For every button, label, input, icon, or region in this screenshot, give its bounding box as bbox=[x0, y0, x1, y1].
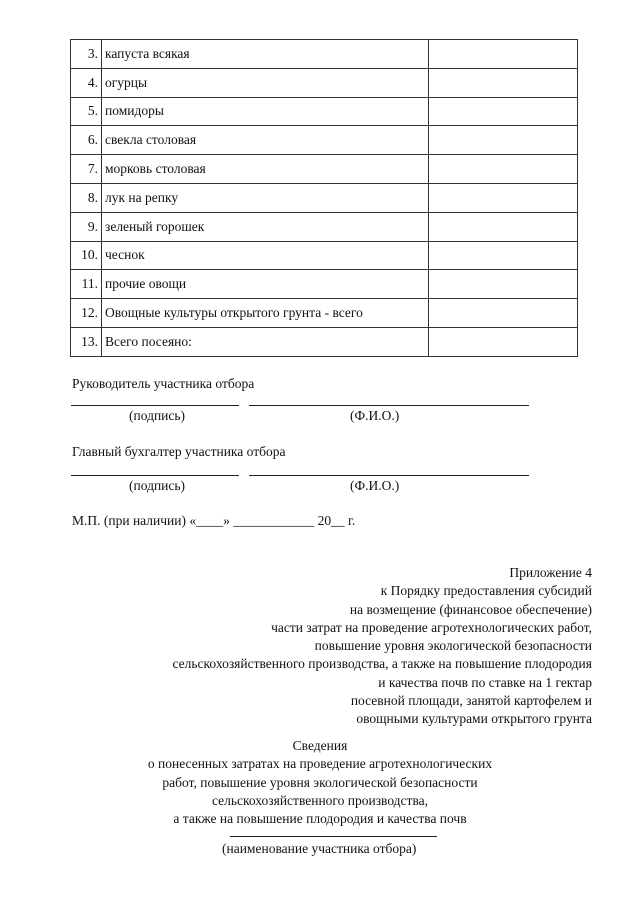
row-number: 3. bbox=[71, 40, 102, 69]
row-number: 10. bbox=[71, 241, 102, 270]
value-cell bbox=[429, 40, 578, 69]
appendix-line: на возмещение (финансовое обеспечение) bbox=[349, 601, 592, 617]
row-number: 11. bbox=[71, 270, 102, 299]
head-signature-line bbox=[71, 405, 239, 406]
crop-name: помидоры bbox=[102, 97, 429, 126]
row-number: 7. bbox=[71, 155, 102, 184]
head-name-line bbox=[249, 405, 529, 406]
report-subtitle-line: сельскохозяйственного производства, bbox=[211, 792, 429, 808]
appendix-line: и качества почв по ставке на 1 гектар bbox=[378, 674, 592, 690]
appendix-line: части затрат на проведение агротехнологических работ, bbox=[271, 619, 592, 635]
row-number: 8. bbox=[71, 183, 102, 212]
accountant-title: Главный бухгалтер участника отбора bbox=[72, 444, 286, 459]
appendix-line: посевной площади, занятой картофелем и bbox=[350, 693, 592, 709]
table-row bbox=[71, 327, 578, 356]
row-number: 13. bbox=[71, 327, 102, 356]
value-cell bbox=[429, 299, 578, 328]
crop-name: зеленый горошек bbox=[102, 212, 429, 241]
appendix-line: Приложение 4 bbox=[509, 565, 592, 580]
head-name-caption: (Ф.И.О.) bbox=[350, 408, 400, 423]
value-cell bbox=[429, 97, 578, 126]
value-cell bbox=[429, 68, 578, 97]
appendix-line: к Порядку предоставления субсидий bbox=[380, 583, 592, 599]
value-cell bbox=[429, 327, 578, 356]
table-row bbox=[71, 270, 578, 299]
row-number: 9. bbox=[71, 212, 102, 241]
accountant-signature-caption: (подпись) bbox=[129, 478, 186, 493]
value-cell bbox=[429, 183, 578, 212]
participant-name-caption: (наименование участника отбора) bbox=[222, 841, 417, 856]
crops-table bbox=[70, 39, 578, 357]
participant-name-line bbox=[230, 836, 437, 837]
appendix-header bbox=[173, 564, 592, 729]
table-row bbox=[71, 40, 578, 69]
table-row bbox=[71, 299, 578, 328]
report-title: Сведения bbox=[292, 738, 348, 753]
table-row bbox=[71, 183, 578, 212]
value-cell bbox=[429, 212, 578, 241]
crop-name: морковь столовая bbox=[102, 155, 429, 184]
table-row bbox=[71, 212, 578, 241]
table-row bbox=[71, 241, 578, 270]
crop-name: огурцы bbox=[102, 68, 429, 97]
table-row bbox=[71, 126, 578, 155]
report-heading bbox=[0, 737, 640, 828]
value-cell bbox=[429, 241, 578, 270]
crop-name: капуста всякая bbox=[102, 40, 429, 69]
crop-name: Всего посеяно: bbox=[102, 327, 429, 356]
crop-name: чеснок bbox=[102, 241, 429, 270]
appendix-line: повышение уровня экологической безопасности bbox=[314, 638, 592, 654]
report-subtitle-line: а также на повышение плодородия и качества почв bbox=[173, 811, 467, 827]
value-cell bbox=[429, 270, 578, 299]
head-title: Руководитель участника отбора bbox=[72, 376, 255, 391]
value-cell bbox=[429, 155, 578, 184]
report-subtitle-line: о понесенных затратах на проведение агротехнологических bbox=[147, 756, 493, 772]
appendix-line: сельскохозяйственного производства, а также на повышение плодородия bbox=[172, 656, 592, 672]
row-number: 12. bbox=[71, 299, 102, 328]
accountant-name-caption: (Ф.И.О.) bbox=[350, 478, 400, 493]
report-subtitle-line: работ, повышение уровня экологической безопасности bbox=[162, 774, 478, 790]
crop-name: свекла столовая bbox=[102, 126, 429, 155]
crop-name: Овощные культуры открытого грунта - всего bbox=[102, 299, 429, 328]
stamp-date-line: М.П. (при наличии) «____» ____________ 20__ г. bbox=[72, 513, 356, 528]
table-row bbox=[71, 97, 578, 126]
table-row bbox=[71, 68, 578, 97]
value-cell bbox=[429, 126, 578, 155]
accountant-signature-line bbox=[71, 475, 239, 476]
row-number: 6. bbox=[71, 126, 102, 155]
crop-name: прочие овощи bbox=[102, 270, 429, 299]
appendix-line: овощными культурами открытого грунта bbox=[356, 711, 592, 727]
row-number: 5. bbox=[71, 97, 102, 126]
accountant-name-line bbox=[249, 475, 529, 476]
table-row bbox=[71, 155, 578, 184]
crop-name: лук на репку bbox=[102, 183, 429, 212]
head-signature-caption: (подпись) bbox=[129, 408, 186, 423]
row-number: 4. bbox=[71, 68, 102, 97]
